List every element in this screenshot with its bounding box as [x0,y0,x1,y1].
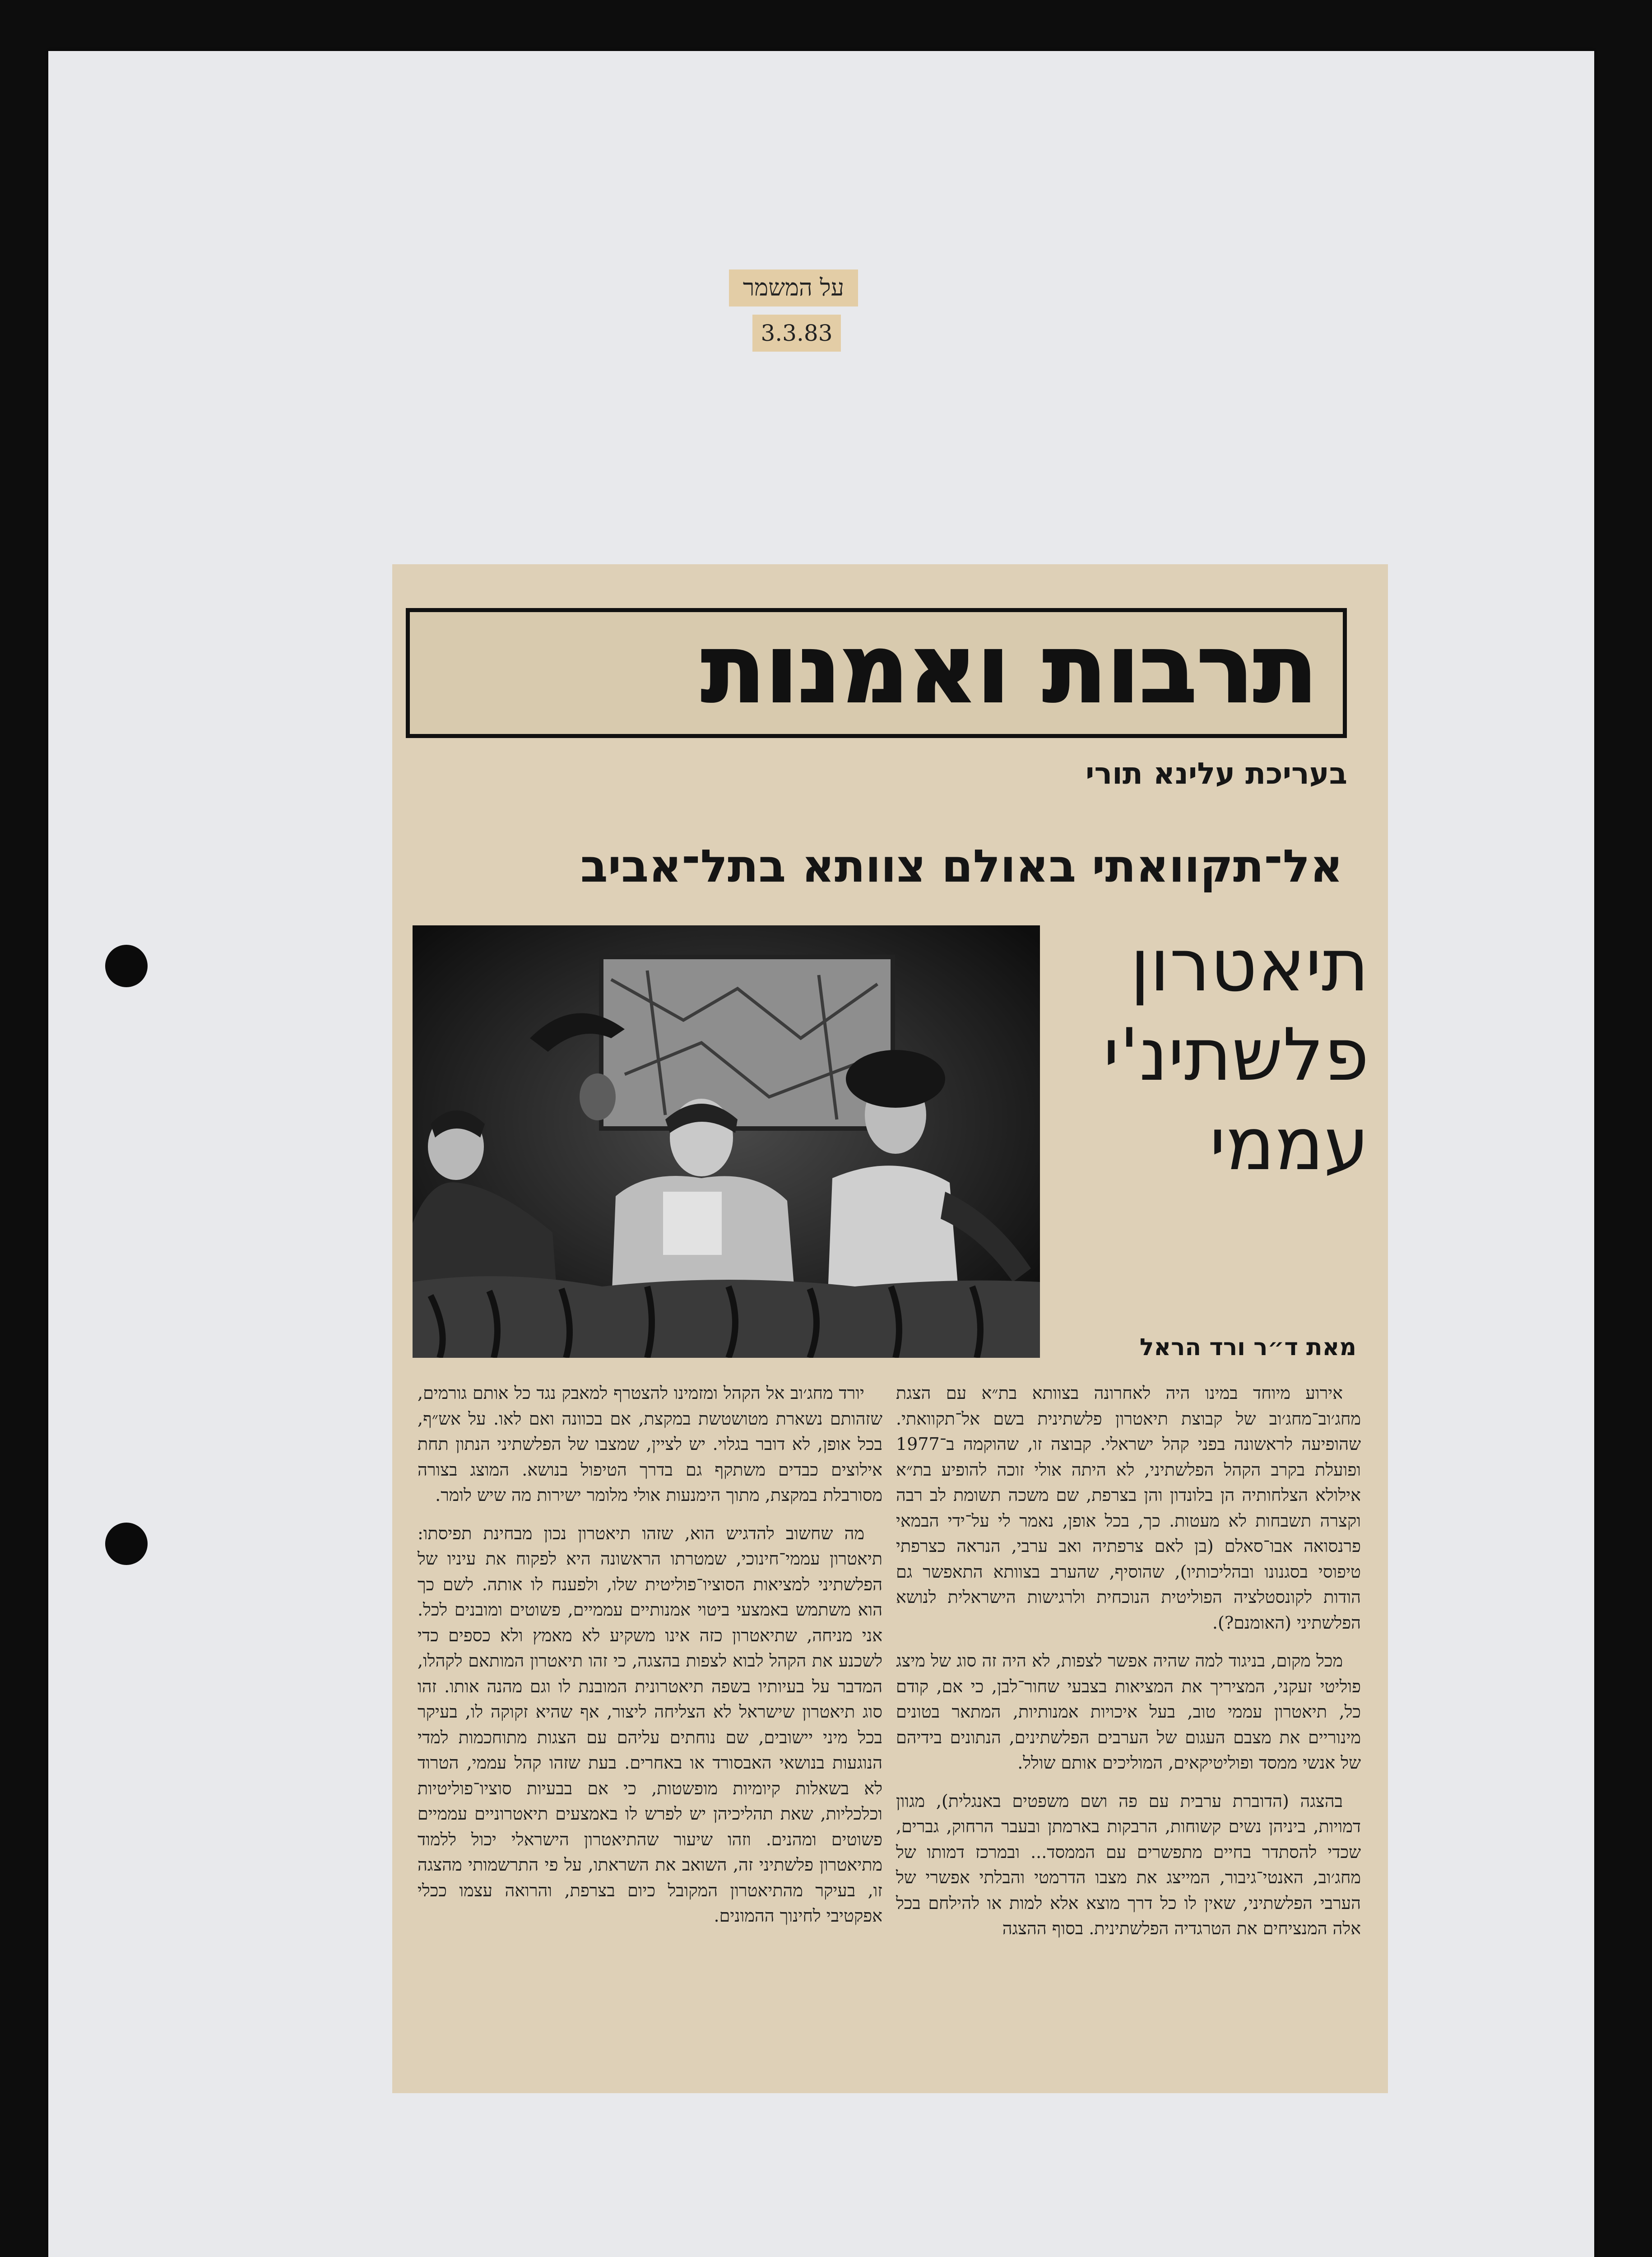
source-date-label: 3.3.83 [752,315,841,352]
paragraph: מה שחשוב להדגיש הוא, שזהו תיאטרון נכון מבחינת תפיסתו: תיאטרון עממי־חינוכי, שמטרתו הראשונה היא לפקוח את עיניו של הפלשתיני למציאות הסוציו־פוליטית שלו, ולפענח לו אותה. לשם כך הוא משתמש באמצעי ביטוי אמנותיים עממיים, פשוטים ומובנים לכל. אני מניחה, שתיאטרון כזה אינו משקיע לא מאמץ ולא כספים כדי לשכנע את הקהל לבוא לצפות בהצגה, כי זהו תיאטרון המותאם לקהלו, המדבר על בעיותיו בשפה תיאטרונית המובנת לו וגם מהנה אותו. זהו סוג תיאטרון שישראל לא הצליחה ליצור, אף שהיא זקוקה לו, בעיקר בכל מיני יישובים, שם נוחתים עליהם עם הצגות מתוחכמות למדי הנוגעות בנושאי האבסורד או באחרים. בעת שזהו קהל עממי, הטרוד לא בשאלות קיומיות מופשטות, כי אם בבעיות סוציו־פוליטיות וכלכליות, שאת תהליכיהן יש לפרש לו באמצעים תיאטרוניים עממיים פשוטים ומהנים. וזהו שיעור שהתיאטרון הישראלי יכול ללמוד מתיאטרון פלשתיני זה, השואב את השראתו, על פי התרשמותי מהצגה זו, בעיקר מהתיאטרון המקובל כיום בצרפת, והרואה עצמו ככלי אפקטיבי לחינוך ההמונים. [418,1523,882,1926]
article-column-2 [418,1380,882,1929]
article-byline: מאת ד״ר ורד הראל [1139,1334,1356,1361]
section-title: תרבות ואמנות [701,616,1318,723]
section-header-box [406,608,1347,738]
paragraph: אירוע מיוחד במינו היה לאחרונה בצוותא בת״א עם הצגת מחג׳וב־מחג׳וב של קבוצת תיאטרון פלשתינית בשם אל־תקוואתי. שהופיעה לראשונה בפני קהל ישראלי. קבוצה זו, שהוקמה ב־1977 ופועלת בקרב הקהל הפלשתיני, לא היתה אולי זוכה להופיע בת״א אילולא הצלחותיה הן בלונדון והן בצרפת, שם משכה תשומת לב רבה וקצרה תשבחות לא מעטות. כך, בכל אופן, נאמר לי על־ידי הבמאי פרנסואה אבו־סאלם (בן לאם צרפתיה ואב ערבי, הנראה כצרפתי טיפוסי בסגנונו ובהליכותיו), שהוסיף, שהערב בצוותא התאפשר גם הודות לקונסטלציה הפוליטית הנוכחית ולרגישות הישראלית לנושא הפלשתיני (האומנם?). [896,1383,1361,1633]
section-editor: בעריכת עלינא תורי [1086,756,1347,791]
binder-hole-top [105,945,148,987]
article-headline [1080,921,1369,1189]
paragraph: יורד מחג׳וב אל הקהל ומזמינו להצטרף למאבק נגד כל אותם גורמים, שזהותם נשארת מטושטשת במקצת, אם בכוונה ואם לאו. על אש״ף, בכל אופן, לא דובר בגלוי. יש לציין, שמצבו של הפלשתיני הנתון תחת אילוצים כבדים משתקף גם בדרך הטיפול בנושא. המוצג בצורה מסורבלת במקצת, מתוך הימנעות אולי מלומר ישירות מה שיש לומר. [418,1383,882,1505]
binder-hole-bottom [105,1523,148,1565]
headline-line: עממי [1209,1102,1369,1186]
paragraph: מכל מקום, בניגוד למה שהיה אפשר לצפות, לא היה זה סוג של מיצג פוליטי זעקני, המציריך את המציאות בצבעי שחור־לבן, כי אם, קודם כל, תיאטרון עממי טוב, בעל איכויות אמנותיות, המתאר בטונים מינוריים את מצבם העגום של הערבים הפלשתינים, הנתונים בידיהם של אנשי ממסד ופוליטיקאים, המוליכים אותם שולל. [896,1651,1361,1773]
theatre-photo [413,925,1040,1358]
article-column-1 [896,1380,1361,1941]
newspaper-clipping [392,564,1388,2093]
headline-line: תיאטרון [1130,923,1369,1008]
source-newspaper-label: על המשמר [729,269,858,307]
paragraph: בהצגה (הדוברת ערבית עם פה ושם משפטים באנגלית), מגוון דמויות, ביניהן נשים קשוחות, הרבקות בארמתן ובעבר הרחוק, גברים, שכדי להסתדר בחיים מתפשרים עם הממסד... ובמרכז דמותו של מחג׳וב, האנטי־גיבור, המייצג את מצבו הדרמטי והבלתי אפשרי של הערבי הפלשתיני, שאין לו כל דרך מוצא אלא למות או להילחם בכל אלה המנציחים את הטרגדיה הפלשתינית. בסוף ההצגה [896,1791,1361,1938]
headline-line: פלשתינ'י [1103,1012,1369,1097]
theatre-photo-image [413,925,1040,1358]
article-kicker: אל־תקוואתי באולם צוותא בתל־אביב [580,840,1343,892]
archive-sheet [48,51,1594,2257]
